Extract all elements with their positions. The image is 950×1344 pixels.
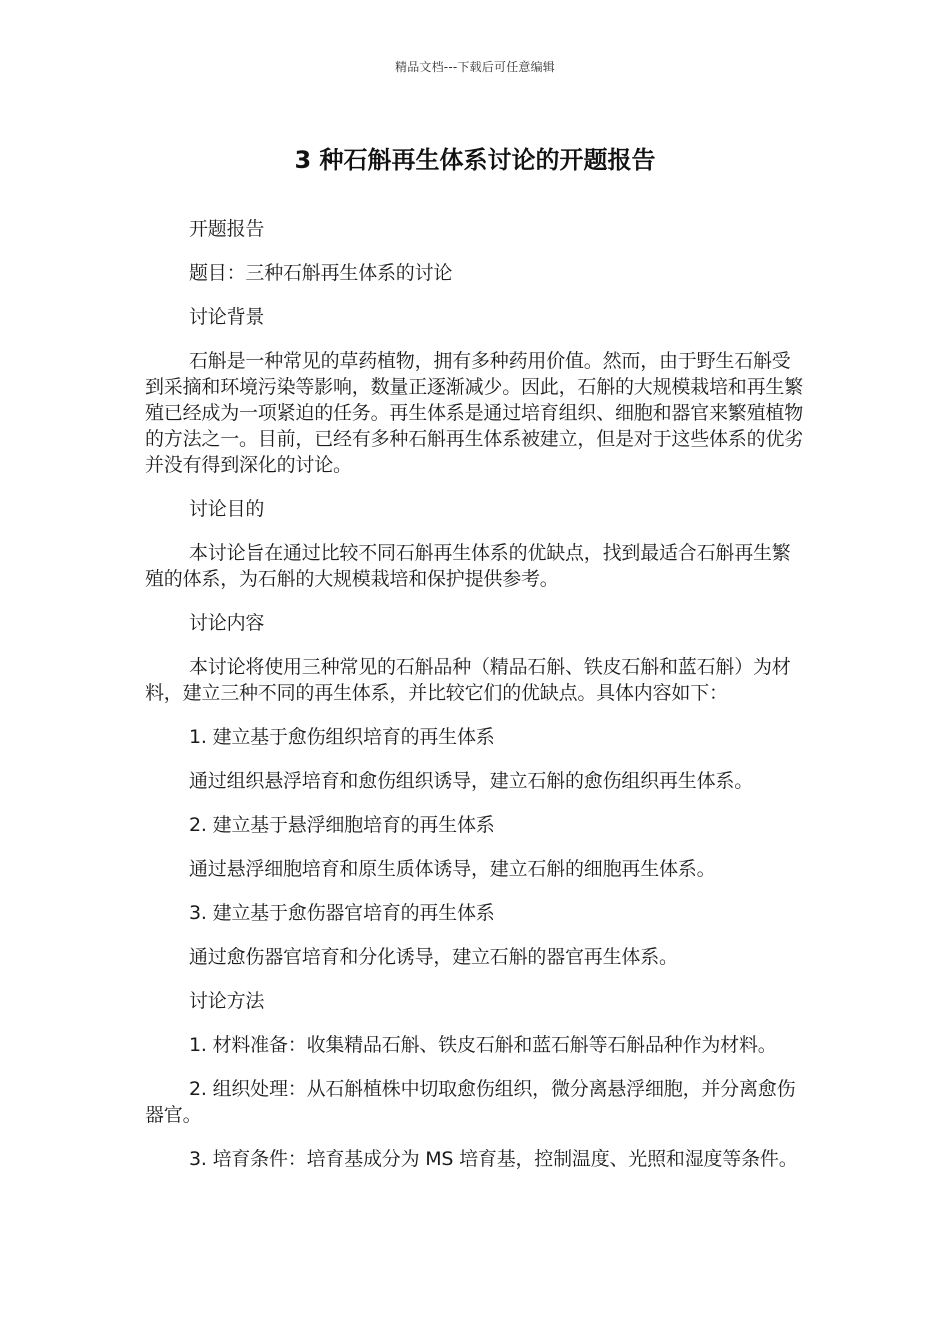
paragraph-report-label: 开题报告: [189, 218, 265, 240]
method-item-tissue: 2. 组织处理：从石斛植株中切取愈伤组织，微分离悬浮细胞，并分离愈伤器官。: [145, 1078, 796, 1126]
paragraph-purpose: 本讨论旨在通过比较不同石斛再生体系的优缺点，找到最适合石斛再生繁殖的体系，为石斛的大规模栽培和保护提供参考。: [145, 542, 791, 590]
paragraph-organ-system: 通过愈伤器官培育和分化诱导，建立石斛的器官再生体系。: [189, 946, 678, 968]
method-item-materials: 1. 材料准备：收集精品石斛、铁皮石斛和蓝石斛等石斛品种作为材料。: [189, 1034, 777, 1056]
heading-background: 讨论背景: [189, 306, 265, 328]
paragraph-callus-system: 通过组织悬浮培育和愈伤组织诱导，建立石斛的愈伤组织再生体系。: [189, 770, 754, 792]
list-item-organ-system: 3. 建立基于愈伤器官培育的再生体系: [189, 902, 495, 924]
list-item-cell-system: 2. 建立基于悬浮细胞培育的再生体系: [189, 814, 495, 836]
document-body: [145, 216, 805, 1190]
document-title: 3 种石斛再生体系讨论的开题报告: [294, 146, 656, 174]
method-item-conditions: 3. 培育条件：培育基成分为 MS 培育基，控制温度、光照和湿度等条件。: [189, 1148, 798, 1170]
heading-purpose: 讨论目的: [189, 498, 265, 520]
heading-methods: 讨论方法: [189, 990, 265, 1012]
paragraph-topic: 题目：三种石斛再生体系的讨论: [189, 262, 453, 284]
heading-content: 讨论内容: [189, 612, 265, 634]
paragraph-background: 石斛是一种常见的草药植物，拥有多种药用价值。然而，由于野生石斛受到采摘和环境污染等影响，数量正逐渐减少。因此，石斛的大规模栽培和再生繁殖已经成为一项紧迫的任务。再生体系是通过培育组织、细胞和器官来繁殖植物的方法之一。目前，已经有多种石斛再生体系被建立，但是对于这些体系的优劣并没有得到深化的讨论。: [145, 350, 804, 476]
list-item-callus-system: 1. 建立基于愈伤组织培育的再生体系: [189, 726, 495, 748]
header-note: 精品文档---下载后可任意编辑: [395, 60, 555, 74]
paragraph-content: 本讨论将使用三种常见的石斛品种（精品石斛、铁皮石斛和蓝石斛）为材料，建立三种不同的再生体系，并比较它们的优缺点。具体内容如下：: [145, 656, 791, 704]
paragraph-cell-system: 通过悬浮细胞培育和原生质体诱导，建立石斛的细胞再生体系。: [189, 858, 716, 880]
